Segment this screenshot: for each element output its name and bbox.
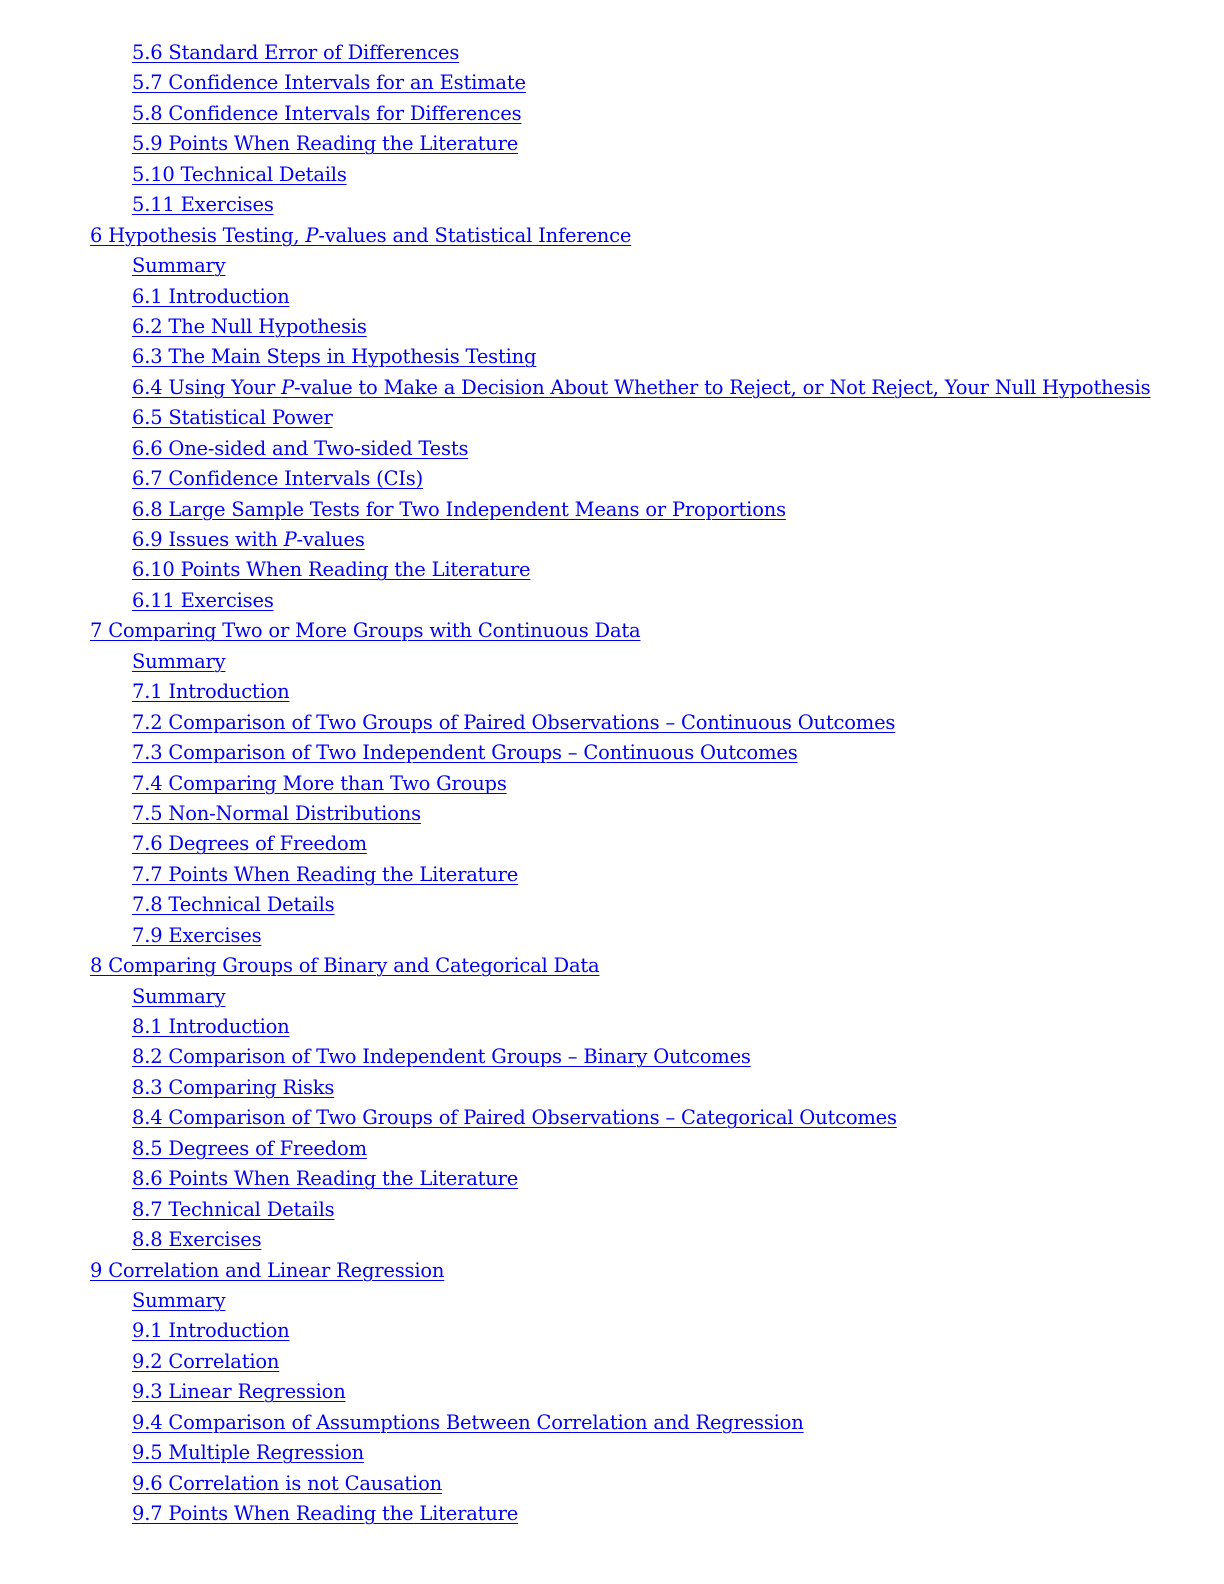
toc-section-link[interactable] bbox=[0, 708, 1224, 738]
toc-section-link[interactable] bbox=[0, 829, 1224, 859]
link-text: 9.1 Introduction bbox=[132, 1319, 290, 1343]
link-text: 6.2 The Null Hypothesis bbox=[132, 314, 367, 338]
toc-section-link[interactable] bbox=[0, 1469, 1224, 1499]
toc-section-link[interactable] bbox=[0, 921, 1224, 951]
link-text: 9.2 Correlation bbox=[132, 1349, 280, 1373]
toc-section-link[interactable] bbox=[0, 677, 1224, 707]
toc-chapter-link[interactable] bbox=[0, 951, 1224, 981]
toc-section-link[interactable] bbox=[0, 555, 1224, 585]
link-text: 5.8 Confidence Intervals for Differences bbox=[132, 101, 522, 125]
link-text: 7.6 Degrees of Freedom bbox=[132, 832, 367, 856]
link-text: Summary bbox=[132, 649, 226, 673]
link-text: Summary bbox=[132, 984, 226, 1008]
toc-chapter-link[interactable] bbox=[0, 221, 1224, 251]
toc-chapter-link[interactable] bbox=[0, 616, 1224, 646]
link-text: -values and Statistical Inference bbox=[318, 223, 632, 247]
toc-section-link[interactable] bbox=[0, 890, 1224, 920]
toc-section-link[interactable] bbox=[0, 738, 1224, 768]
link-text: 7.8 Technical Details bbox=[132, 893, 335, 917]
link-text: 6.1 Introduction bbox=[132, 284, 290, 308]
link-text: 6.7 Confidence Intervals (CIs) bbox=[132, 467, 424, 491]
link-text: 6.4 Using Your bbox=[132, 375, 282, 399]
link-text: 8.1 Introduction bbox=[132, 1015, 290, 1038]
link-text: Summary bbox=[132, 1288, 226, 1312]
link-text: 8.4 Comparison of Two Groups of Paired Observations – Categorical Outcomes bbox=[132, 1106, 897, 1130]
link-text: 6.8 Large Sample Tests for Two Independent Means or Proportions bbox=[132, 497, 786, 521]
toc-section-link[interactable] bbox=[0, 129, 1224, 159]
link-text: 8 Comparing Groups of Binary and Categorical Data bbox=[90, 954, 600, 978]
link-text: 6.3 The Main Steps in Hypothesis Testing bbox=[132, 345, 537, 369]
link-text: 5.10 Technical Details bbox=[132, 162, 347, 186]
link-text: 5.6 Standard Error of Differences bbox=[132, 41, 460, 64]
toc-section-link[interactable] bbox=[0, 1438, 1224, 1468]
toc-section-link[interactable] bbox=[0, 1316, 1224, 1346]
link-text: 8.2 Comparison of Two Independent Groups – Binary Outcomes bbox=[132, 1045, 751, 1069]
link-text: 7.2 Comparison of Two Groups of Paired Observations – Continuous Outcomes bbox=[132, 710, 896, 734]
link-text: 5.7 Confidence Intervals for an Estimate bbox=[132, 71, 526, 95]
toc-section-link[interactable] bbox=[0, 647, 1224, 677]
link-text: 7.3 Comparison of Two Independent Groups – Continuous Outcomes bbox=[132, 741, 798, 765]
link-text: 8.5 Degrees of Freedom bbox=[132, 1136, 367, 1160]
toc-section-link[interactable] bbox=[0, 464, 1224, 494]
link-text: 6.10 Points When Reading the Literature bbox=[132, 558, 531, 582]
toc-section-link[interactable] bbox=[0, 434, 1224, 464]
link-text: 8.3 Comparing Risks bbox=[132, 1075, 335, 1099]
link-text: Summary bbox=[132, 254, 226, 278]
toc-section-link[interactable] bbox=[0, 1164, 1224, 1194]
toc-section-link[interactable] bbox=[0, 1377, 1224, 1407]
toc-section-link[interactable] bbox=[0, 1408, 1224, 1438]
italic-text: P bbox=[283, 528, 297, 551]
link-text: 6 Hypothesis Testing, bbox=[90, 223, 306, 247]
toc-section-link[interactable] bbox=[0, 342, 1224, 372]
toc-chapter-link[interactable] bbox=[0, 1256, 1224, 1286]
toc-section-link[interactable] bbox=[0, 495, 1224, 525]
toc-section-link[interactable] bbox=[0, 799, 1224, 829]
toc-section-link[interactable] bbox=[0, 525, 1224, 555]
link-text: 7.7 Points When Reading the Literature bbox=[132, 862, 519, 886]
link-text: -value to Make a Decision About Whether to Reject, or Not Reject, Your Null Hypothesis bbox=[294, 375, 1151, 399]
toc-section-link[interactable] bbox=[0, 860, 1224, 890]
link-text: 7.1 Introduction bbox=[132, 680, 290, 704]
link-text: 5.11 Exercises bbox=[132, 193, 274, 217]
link-text: 5.9 Points When Reading the Literature bbox=[132, 132, 519, 156]
link-text: 7.9 Exercises bbox=[132, 923, 262, 947]
link-text: 7.4 Comparing More than Two Groups bbox=[132, 771, 507, 795]
toc-section-link[interactable] bbox=[0, 312, 1224, 342]
link-text: 9 Correlation and Linear Regression bbox=[90, 1258, 445, 1282]
toc-section-link[interactable] bbox=[0, 1103, 1224, 1133]
link-text: 6.6 One-sided and Two-sided Tests bbox=[132, 436, 469, 460]
toc-section-link[interactable] bbox=[0, 586, 1224, 616]
link-text: 7 Comparing Two or More Groups with Continuous Data bbox=[90, 619, 641, 643]
link-text: 7.5 Non-Normal Distributions bbox=[132, 801, 421, 825]
link-text: 9.7 Points When Reading the Literature bbox=[132, 1502, 519, 1525]
table-of-contents bbox=[0, 38, 1224, 1529]
toc-section-link[interactable] bbox=[0, 99, 1224, 129]
link-text: 9.6 Correlation is not Causation bbox=[132, 1471, 442, 1495]
toc-section-link[interactable] bbox=[0, 38, 1224, 68]
toc-section-link[interactable] bbox=[0, 1042, 1224, 1072]
link-text: 6.11 Exercises bbox=[132, 588, 274, 612]
toc-section-link[interactable] bbox=[0, 1134, 1224, 1164]
toc-section-link[interactable] bbox=[0, 190, 1224, 220]
toc-section-link[interactable] bbox=[0, 1225, 1224, 1255]
link-text: 8.8 Exercises bbox=[132, 1228, 262, 1252]
link-text: 8.6 Points When Reading the Literature bbox=[132, 1167, 519, 1191]
toc-section-link[interactable] bbox=[0, 1347, 1224, 1377]
toc-section-link[interactable] bbox=[0, 68, 1224, 98]
toc-section-link[interactable] bbox=[0, 769, 1224, 799]
link-text: 9.3 Linear Regression bbox=[132, 1380, 346, 1404]
toc-section-link[interactable] bbox=[0, 251, 1224, 281]
toc-section-link[interactable] bbox=[0, 403, 1224, 433]
toc-section-link[interactable] bbox=[0, 282, 1224, 312]
link-text: 8.7 Technical Details bbox=[132, 1197, 335, 1221]
toc-section-link[interactable] bbox=[0, 982, 1224, 1012]
toc-section-link[interactable] bbox=[0, 1073, 1224, 1103]
link-text: 9.4 Comparison of Assumptions Between Correlation and Regression bbox=[132, 1410, 804, 1434]
toc-section-link[interactable] bbox=[0, 1195, 1224, 1225]
link-text: 6.9 Issues with bbox=[132, 528, 284, 551]
toc-section-link[interactable] bbox=[0, 1012, 1224, 1042]
toc-section-link[interactable] bbox=[0, 1499, 1224, 1529]
link-text: -values bbox=[296, 528, 365, 551]
toc-section-link[interactable] bbox=[0, 1286, 1224, 1316]
toc-section-link[interactable] bbox=[0, 373, 1224, 403]
italic-text: P bbox=[305, 223, 319, 247]
link-text: 9.5 Multiple Regression bbox=[132, 1441, 365, 1465]
italic-text: P bbox=[281, 375, 295, 399]
link-text: 6.5 Statistical Power bbox=[132, 406, 333, 430]
toc-section-link[interactable] bbox=[0, 160, 1224, 190]
